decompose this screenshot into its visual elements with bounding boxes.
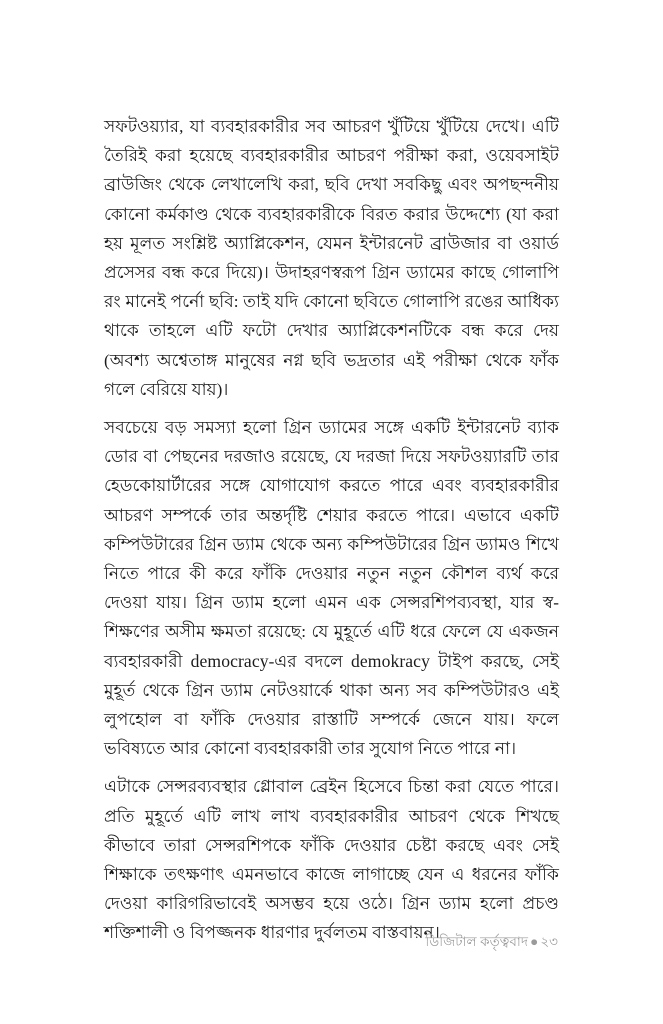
paragraph-2-segment-text-1: সবচেয়ে বড় সমস্যা হলো গ্রিন ড্যামের সঙ্গে একটি ইন্টারনেট ব্যাক ডোর বা পেছনের দরজাও রয়েছে, যে দরজা দিয়ে সফটওয়্যারটি তার হেডকোয়ার্টারের সঙ্গে যোগাযোগ করতে পারে এবং ব্যবহারকারীর আচরণ সম্পর্কে তার অন্তর্দৃষ্টি শেয়ার করতে পারে। এভাবে একটি কম্পিউটারের গ্রিন ড্যাম থেকে অন্য কম্পিউটারের গ্রিন ড্যামও শিখে নিতে পারে কী করে ফাঁকি দেওয়ার নতুন নতুন কৌশল ব্যর্থ করে দেওয়া যায়। গ্রিন ড্যাম হলো এমন এক সেন্সরশিপব্যবস্থা, যার স্ব-শিক্ষণের অসীম ক্ষমতা রয়েছে: যে মুহূর্তে এটি ধরে ফেলে যে একজন ব্যবহারকারী — [104, 418, 559, 671]
latin-word-demokracy: demokracy — [351, 650, 430, 671]
footer-separator-bullet: ● — [530, 934, 539, 949]
body-text-column — [104, 112, 559, 948]
paragraph-2-segment-text-2: -এর বদলে — [268, 651, 352, 671]
latin-word-democracy: democracy — [190, 650, 269, 671]
paragraph-2-segment-text-3: টাইপ করছে, সেই মুহূর্ত থেকে গ্রিন ড্যাম নেটওয়ার্কে থাকা অন্য সব কম্পিউটারও এই লুপহোল বা ফাঁকি দেওয়ার রাস্তাটি সম্পর্কে জেনে যায়। ফলে ভবিষ্যতে আর কোনো ব্যবহারকারী তার সুযোগ নিতে পারে না। — [104, 651, 560, 759]
page-footer — [104, 933, 558, 951]
footer-book-title: ডিজিটাল কর্তৃত্ববাদ — [425, 934, 529, 949]
body-paragraph-3: এটাকে সেন্সরব্যবস্থার গ্লোবাল ব্রেইন হিসেবে চিন্তা করা যেতে পারে। প্রতি মুহূর্তে এটি লাখ লাখ ব্যবহারকারীর আচরণ থেকে শিখছে কীভাবে তারা সেন্সরশিপকে ফাঁকি দেওয়ার চেষ্টা করছে এবং সেই শিক্ষাকে তৎক্ষণাৎ এমনভাবে কাজে লাগাচ্ছে যেন এ ধরনের ফাঁকি দেওয়া কারিগরিভাবেই অসম্ভব হয়ে ওঠে। গ্রিন ড্যাম হলো প্রচণ্ড শক্তিশালী ও বিপজ্জনক ধারণার দুর্বলতম বাস্তবায়ন। — [104, 777, 559, 943]
body-paragraph-2 — [104, 413, 559, 763]
body-paragraph-1: সফটওয়্যার, যা ব্যবহারকারীর সব আচরণ খুঁটিয়ে খুঁটিয়ে দেখে। এটি তৈরিই করা হয়েছে ব্যবহারকারীর আচরণ পরীক্ষা করা, ওয়েবসাইট ব্রাউজিং থেকে লেখালেখি করা, ছবি দেখা সবকিছু এবং অপছন্দনীয় কোনো কর্মকাণ্ড থেকে ব্যবহারকারীকে বিরত করার উদ্দেশ্যে (যা করা হয় মূলত সংশ্লিষ্ট অ্যাপ্লিকেশন, যেমন ইন্টারনেট ব্রাউজার বা ওয়ার্ড প্রসেসর বন্ধ করে দিয়ে)। উদাহরণস্বরূপ গ্রিন ড্যামের কাছে গোলাপি রং মানেই পর্নো ছবি: তাই যদি কোনো ছবিতে গোলাপি রঙের আধিক্য থাকে তাহলে এটি ফটো দেখার অ্যাপ্লিকেশনটিকে বন্ধ করে দেয় (অবশ্য অশ্বেতাঙ্গ মানুষের নগ্ন ছবি ভদ্রতার এই পরীক্ষা থেকে ফাঁক গলে বেরিয়ে যায়)। — [104, 117, 559, 399]
footer-page-number: ২৩ — [540, 934, 558, 949]
